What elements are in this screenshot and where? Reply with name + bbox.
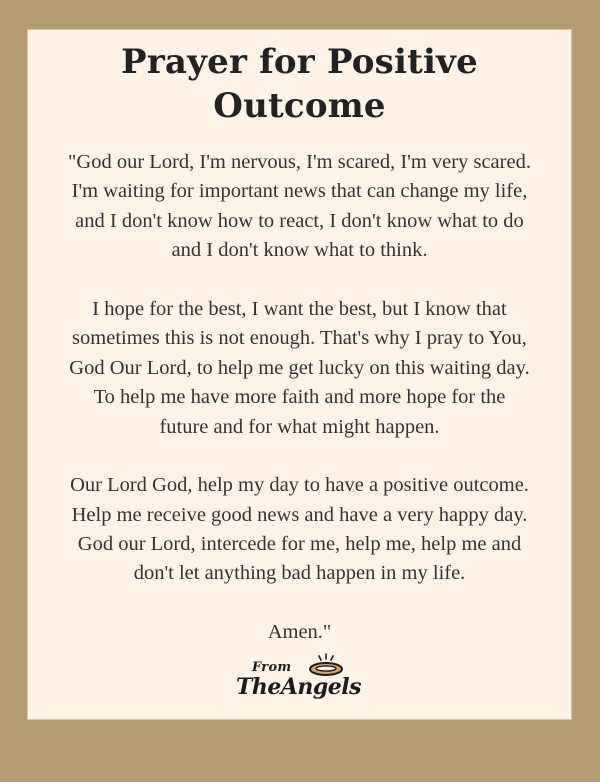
prayer-line: and I don't know what to think. bbox=[171, 239, 428, 262]
logo-from-text: From bbox=[252, 660, 292, 675]
amen-line: Amen." bbox=[267, 621, 332, 644]
from-the-angels-logo bbox=[234, 652, 374, 710]
paragraph-1 bbox=[28, 148, 571, 266]
paragraph-amen bbox=[28, 618, 571, 647]
prayer-line: "God our Lord, I'm nervous, I'm scared, I'm very scared. bbox=[68, 151, 531, 173]
page-title bbox=[28, 40, 571, 128]
prayer-line: I hope for the best, I want the best, but I know that bbox=[92, 297, 507, 320]
prayer-card bbox=[28, 30, 571, 719]
prayer-line: God our Lord, intercede for me, help me, help me and bbox=[77, 533, 522, 556]
prayer-line: To help me have more faith and more hope for the bbox=[93, 386, 506, 409]
prayer-line: Help me receive good news and have a very happy day. bbox=[71, 503, 528, 526]
title-line-1: Prayer for Positive bbox=[121, 42, 478, 82]
title-line-2: Outcome bbox=[213, 86, 386, 126]
prayer-line: and I don't know how to react, I don't know what to do bbox=[75, 209, 524, 232]
prayer-body bbox=[28, 148, 571, 648]
paragraph-spacer bbox=[28, 442, 571, 471]
prayer-line: God Our Lord, to help me get lucky on this waiting day. bbox=[69, 356, 530, 379]
paragraph-spacer bbox=[28, 589, 571, 618]
prayer-line: sometimes this is not enough. That's why I pray to You, bbox=[72, 327, 527, 350]
prayer-line: I'm waiting for important news that can change my life, bbox=[71, 180, 528, 203]
paragraph-spacer bbox=[28, 266, 571, 295]
prayer-line: don't let anything bad happen in my life. bbox=[133, 562, 466, 585]
paragraph-2 bbox=[28, 295, 571, 442]
prayer-line: Our Lord God, help my day to have a positive outcome. bbox=[70, 474, 529, 497]
logo-name-text: TheAngels bbox=[236, 674, 362, 700]
paragraph-3 bbox=[28, 471, 571, 589]
prayer-line: future and for what might happen. bbox=[159, 415, 440, 438]
